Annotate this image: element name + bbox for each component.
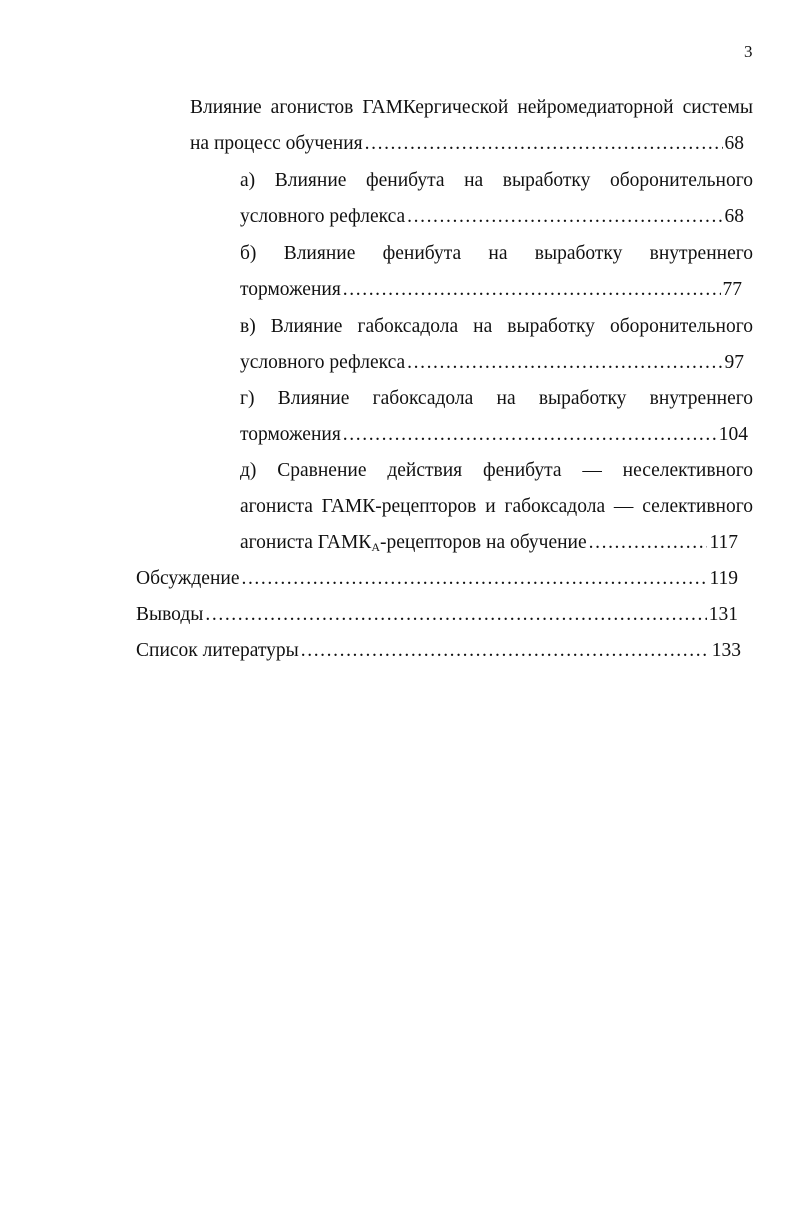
toc-entry-references[interactable]	[136, 633, 741, 669]
dot-leader	[343, 417, 717, 453]
toc-page-number: 117	[709, 532, 738, 553]
dot-leader	[205, 597, 706, 633]
toc-entry-text: в) Влияние габоксадола на выработку оборонительного	[240, 316, 753, 337]
dot-leader	[241, 561, 707, 597]
toc-entry-last-line[interactable]	[240, 199, 744, 235]
toc-entry-title: условного рефлекса	[240, 206, 406, 227]
toc-entry-title: Обсуждение	[136, 568, 240, 589]
toc-entry-text: агониста ГАМК-рецепторов и габоксадола — селективного	[240, 496, 753, 517]
toc-entry-title: Список литературы	[136, 640, 299, 661]
dot-leader	[365, 126, 723, 162]
toc-entry-title: торможения	[240, 424, 341, 445]
dot-leader	[301, 633, 710, 669]
dot-leader	[407, 199, 722, 235]
toc-entry-text: б) Влияние фенибута на выработку внутреннего	[240, 243, 753, 264]
subscript-a: А	[371, 540, 380, 554]
toc-entry-last-line[interactable]	[240, 525, 738, 561]
toc-page-number: 119	[709, 568, 738, 589]
toc-page-number: 77	[722, 279, 742, 300]
toc-entry-last-line[interactable]	[240, 345, 744, 381]
toc-entry-last-line[interactable]	[240, 417, 748, 453]
toc-entry-title: условного рефлекса	[240, 352, 406, 373]
dot-leader	[589, 525, 708, 561]
toc-page-number: 131	[708, 604, 738, 625]
toc-page-number: 97	[724, 352, 744, 373]
toc-page-number: 68	[724, 133, 744, 154]
toc-entry-last-line[interactable]	[190, 126, 744, 162]
toc-entry-title: на процесс обучения	[190, 133, 363, 154]
toc-entry-title: Выводы	[136, 604, 204, 625]
toc-entry-title: агониста $ГАМК_А$-рецепторов на обучение	[240, 532, 587, 554]
toc-entry-discussion[interactable]	[136, 561, 738, 597]
toc-entry-text: Влияние агонистов ГАМКергической нейромедиаторной системы	[190, 97, 753, 118]
toc-entry-text: г) Влияние габоксадола на выработку внутреннего	[240, 388, 753, 409]
toc-entry-text: а) Влияние фенибута на выработку оборонительного	[240, 170, 753, 191]
toc-entry-last-line[interactable]	[240, 272, 742, 308]
page-number: 3	[744, 42, 753, 61]
dot-leader	[343, 272, 721, 308]
toc-page-number: 104	[718, 424, 748, 445]
toc-page-number: 68	[724, 206, 744, 227]
dot-leader	[407, 345, 722, 381]
toc-entry-title: торможения	[240, 279, 341, 300]
toc-page-number: 133	[711, 640, 741, 661]
toc-entry-text: д) Сравнение действия фенибута — неселективного	[240, 460, 753, 481]
toc-entry-conclusions[interactable]	[136, 597, 738, 633]
